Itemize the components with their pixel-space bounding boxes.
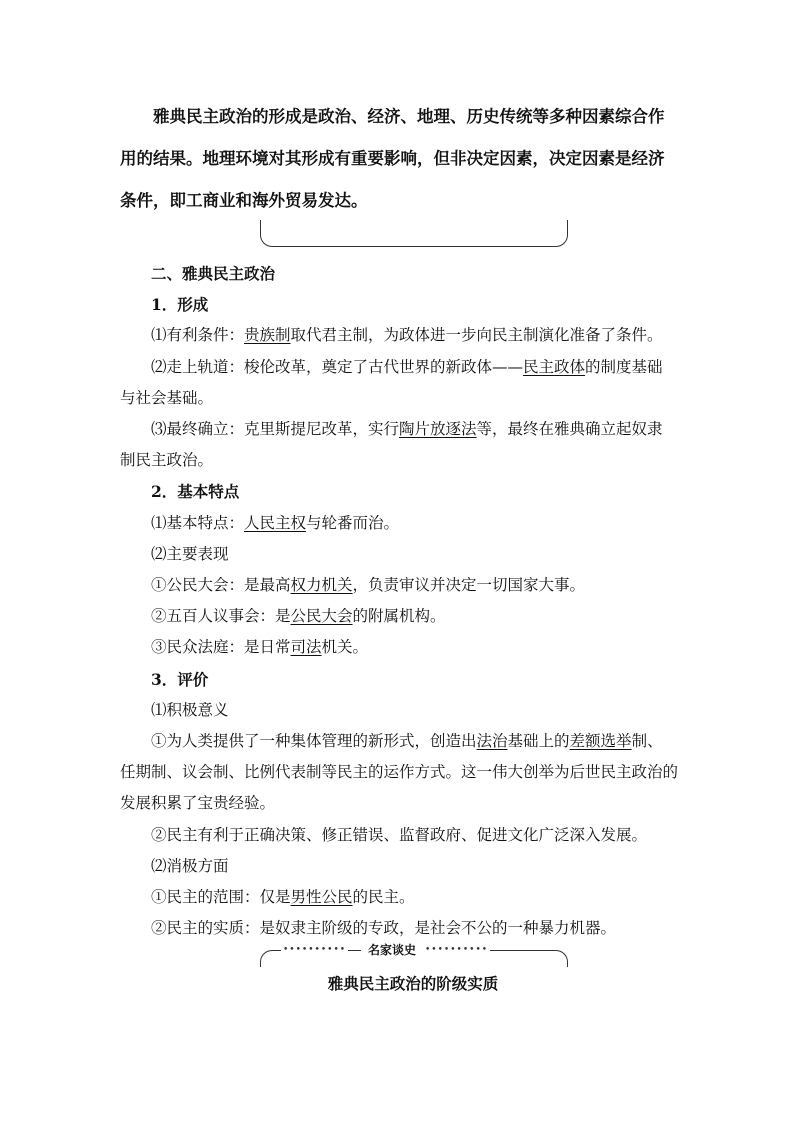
paragraph-s1-1: ⑴有利条件：贵族制取代君主制，为政体进一步向民主制演化准备了条件。 [151, 326, 663, 345]
answer-underline: 权力机关 [290, 576, 353, 595]
paragraph-s3-3: ②民主有利于正确决策、修正错误、监督政府、促进文化广泛深入发展。 [151, 825, 648, 844]
paragraph-s2-2: ⑵主要表现 [151, 544, 229, 563]
box-title: 雅典民主政治的阶级实质 [327, 974, 499, 993]
answer-underline: 男性公民 [290, 888, 353, 907]
dots-right: •••••••••• [423, 942, 490, 958]
blank-box [260, 220, 568, 247]
box-label: 名家谈史 [361, 941, 423, 959]
paragraph-s2-5: ③民众法庭：是日常司法机关。 [151, 638, 369, 657]
subsection-title-3: 3．评价 [151, 669, 209, 689]
answer-underline: 民主政体 [523, 357, 586, 376]
paragraph-s3-2: ①为人类提供了一种集体管理的新形式，创造出法治基础上的差额选举制、任期制、议会制、比例代表制等民主的运作方式。这一伟大创举为后世民主政治的发展积累了宝贵经验。 [120, 732, 679, 813]
main-content [120, 258, 678, 944]
answer-underline: 司法 [290, 638, 322, 657]
answer-underline: 陶片放逐法 [399, 420, 477, 439]
paragraph-s3-1: ⑴积极意义 [151, 700, 229, 719]
answer-underline: 贵族制 [244, 326, 291, 345]
paragraph-s3-6: ②民主的实质：是奴隶主阶级的专政，是社会不公的一种暴力机器。 [151, 919, 617, 938]
intro-paragraph: 雅典民主政治的形成是政治、经济、地理、历史传统等多种因素综合作用的结果。地理环境对其形成有重要影响，但非决定因素，决定因素是经济条件，即工商业和海外贸易发达。 [120, 107, 665, 210]
paragraph-s2-1: ⑴基本特点：人民主权与轮番而治。 [151, 513, 400, 532]
dots-left: •••••••••• [281, 942, 348, 958]
paragraph-s3-5: ①民主的范围：仅是男性公民的民主。 [151, 888, 415, 907]
answer-underline: 公民大会 [290, 607, 353, 626]
historian-box [260, 943, 568, 967]
section-heading: 二、雅典民主政治 [151, 264, 276, 283]
subsection-title-1: 1．形成 [151, 295, 209, 315]
subsection-title-2: 2．基本特点 [151, 482, 240, 502]
paragraph-s1-2: ⑵走上轨道：梭伦改革，奠定了古代世界的新政体——民主政体的制度基础与社会基础。 [120, 357, 663, 407]
paragraph-s2-4: ②五百人议事会：是公民大会的附属机构。 [151, 607, 446, 626]
answer-underline: 法治 [476, 732, 508, 751]
answer-underline: 差额选举 [569, 732, 632, 751]
paragraph-s1-3: ⑶最终确立：克里斯提尼改革，实行陶片放逐法等，最终在雅典确立起奴隶制民主政治。 [120, 420, 663, 470]
paragraph-s2-3: ①公民大会：是最高权力机关，负责审议并决定一切国家大事。 [151, 576, 586, 595]
paragraph-s3-4: ⑵消极方面 [151, 856, 229, 875]
intro-section [120, 96, 678, 222]
answer-underline: 人民主权 [244, 513, 307, 532]
